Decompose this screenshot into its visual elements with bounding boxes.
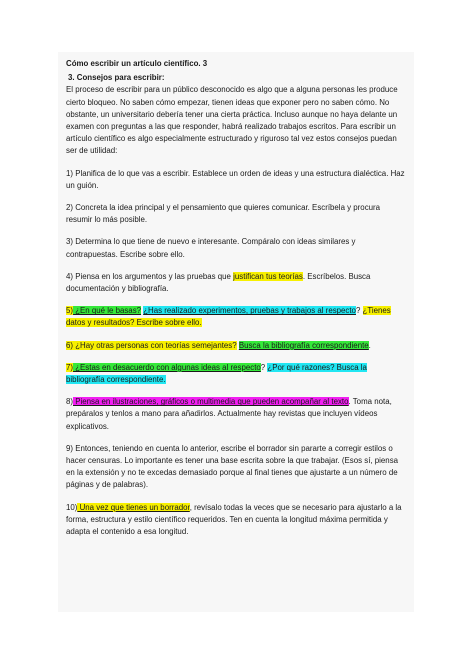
tip-10-number: 10) bbox=[66, 502, 78, 512]
tip-5-highlight-green: ¿En qué le basas? bbox=[73, 306, 142, 316]
tip-7 bbox=[66, 362, 406, 386]
tip-5-number: 5) bbox=[66, 306, 74, 316]
tip-6-highlight-green: Busca la bibliografía correspondiente bbox=[238, 340, 369, 350]
tip-4-rest: . Escríbelos. Busca documentación y bibliografía. bbox=[66, 271, 371, 294]
document-content bbox=[66, 58, 406, 538]
tip-7-highlight-cyan: ¿Por qué razones? Busca la bibliografía correspondiente. bbox=[66, 362, 367, 385]
tip-5 bbox=[66, 305, 406, 329]
tip-6 bbox=[66, 340, 406, 352]
document-title: Cómo escribir un artículo científico. 3 bbox=[66, 59, 208, 68]
document-page bbox=[58, 52, 414, 612]
tip-9: 9) Entonces, teniendo en cuenta lo anterior, escribe el borrador sin pararte a corregir estilos o hacer censuras. Lo importante es tener una base escrita sobre la que trabajar. (Esos sí, piensa en la extensión y no te excedas demasiado porque al final tienes que ajustarte a un número de páginas y de palabras). bbox=[66, 443, 399, 490]
section-heading: 3. Consejos para escribir: bbox=[68, 73, 165, 83]
tip-8-highlight-magenta: Piensa en ilustraciones, gráficos o multimedia que pueden acompañar al texto bbox=[73, 397, 349, 407]
tip-3: 3) Determina lo que tiene de nuevo e interesante. Compáralo con ideas similares y contrapuestas. Escribe sobre ello. bbox=[66, 237, 356, 259]
tip-8 bbox=[66, 396, 406, 433]
tip-2: 2) Concreta la idea principal y el pensamiento que quieres comunicar. Escríbela y procura resumir lo más posible. bbox=[66, 203, 381, 225]
tip-7-number: 7) bbox=[66, 362, 74, 372]
tip-4-text: 4) Piensa en los argumentos y las pruebas que bbox=[66, 271, 234, 281]
tip-8-rest: . Toma nota, prepáralos y tenlos a mano para añadirlos. Actualmente hay revistas que incluyen vídeos explicativos. bbox=[66, 397, 392, 431]
tip-10 bbox=[66, 502, 406, 539]
tip-7-mark: ? bbox=[260, 362, 268, 372]
tip-10-rest: , revísalo todas la veces que se necesario para ajustarlo a la forma, estructura y estilo científico requeridos. Ten en cuenta la longitud máxima permitida y adapta el contenido a esa longitud. bbox=[66, 502, 402, 537]
intro-paragraph: El proceso de escribir para un público desconocido es algo que a alguna personas les produce cierto bloqueo. No saben cómo empezar, tienen ideas que exponer pero no saben cómo. No obstante, un universitario debería tener una cierta práctica. Incluso aunque no haya delante un examen con preguntas a las que responder, habrá realizado trabajos escritos. Para escribir un artículo científico es algo especialmente estructurado y riguroso tal vez estos consejos puedan ser de utilidad: bbox=[66, 85, 398, 156]
tip-6-number: 6) bbox=[66, 340, 74, 350]
tip-5-mark: ? bbox=[355, 306, 363, 316]
tip-6-end: . bbox=[368, 340, 371, 350]
tip-7-highlight-green: ¿Estas en desacuerdo con algunas ideas al respecto bbox=[73, 362, 261, 372]
tip-10-highlight: Una vez que tienes un borrador bbox=[77, 502, 190, 512]
tip-8-number: 8) bbox=[66, 397, 74, 407]
tip-6-highlight-yellow: ¿Hay otras personas con teorías semejantes? bbox=[73, 340, 237, 350]
tip-1: 1) Planifica de lo que vas a escribir. Establece un orden de ideas y una estructura dialéctica. Haz un guión. bbox=[66, 168, 405, 190]
tip-4 bbox=[66, 271, 406, 295]
tip-4-highlight: justifican tus teorías bbox=[233, 271, 303, 281]
tip-5-highlight-yellow: ¿Tienes datos y resultados? Escribe sobre ello. bbox=[66, 306, 391, 328]
tip-5-highlight-cyan: ¿Has realizado experimentos, pruebas y trabajos al respecto bbox=[143, 306, 356, 316]
